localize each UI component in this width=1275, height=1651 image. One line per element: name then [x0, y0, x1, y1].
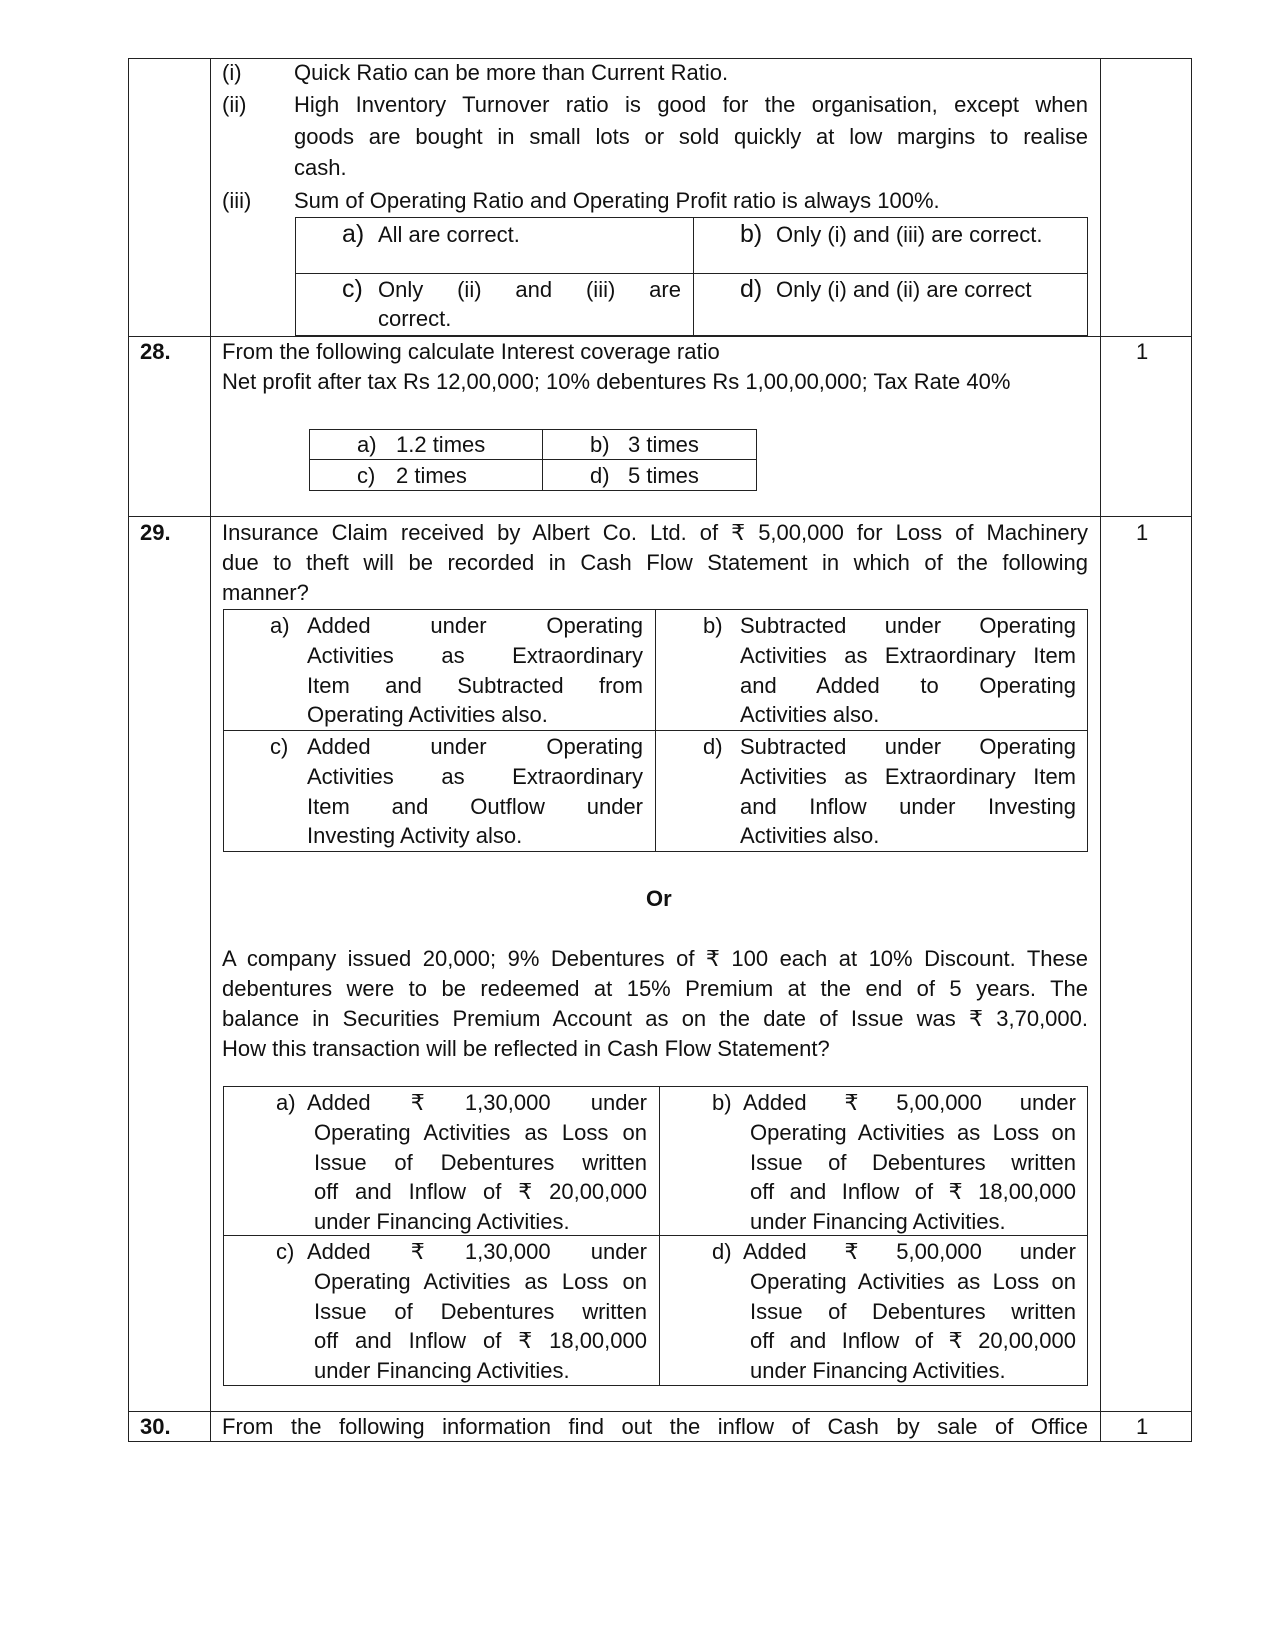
option-grid-right [1087, 609, 1088, 852]
alt-option-d-letter: d) [712, 1239, 732, 1264]
option-c-letter: c) [357, 463, 376, 488]
option-box-center [693, 217, 694, 335]
alt-option-grid-left [223, 1086, 224, 1386]
question-number: 28. [140, 339, 171, 364]
statement-label-i: (i) [222, 60, 242, 85]
question-text-line-2: due to theft will be recorded in Cash Flow Statement in which of the following [222, 550, 1088, 575]
option-c-letter: c) [342, 275, 363, 303]
question-number: 30. [140, 1414, 171, 1439]
option-a-line: Operating Activities also. [307, 702, 548, 727]
alt-question-line-1: A company issued 20,000; 9% Debentures of ₹ 100 each at 10% Discount. These [222, 946, 1088, 971]
option-b-line: Activities as Extraordinary Item [740, 643, 1076, 668]
alt-option-d-line: Operating Activities as Loss on [750, 1269, 1076, 1294]
marks: 1 [1136, 339, 1149, 364]
question-text-line-3: manner? [222, 580, 309, 605]
alt-option-d-line: Issue of Debentures written [750, 1299, 1076, 1324]
alt-option-a-line: Operating Activities as Loss on [314, 1120, 647, 1145]
option-c-line: Activities as Extraordinary [307, 764, 643, 789]
option-box-top [295, 217, 1088, 218]
option-c-word: (ii) [457, 277, 482, 302]
statement-label-iii: (iii) [222, 188, 252, 213]
option-grid-left [309, 429, 310, 491]
option-a-letter: a) [357, 432, 377, 457]
option-b-letter: b) [703, 613, 723, 638]
alt-option-a-line: off and Inflow of ₹ 20,00,000 [314, 1179, 647, 1204]
option-d-text: Only (i) and (ii) are correct [776, 277, 1032, 302]
option-d-text: 5 times [628, 463, 699, 488]
alt-option-b-line: under Financing Activities. [750, 1209, 1006, 1234]
column-divider-number [210, 58, 211, 1442]
option-grid-right [756, 429, 757, 491]
option-d-line: Activities also. [740, 823, 880, 848]
alt-option-c-letter: c) [276, 1239, 295, 1264]
statement-label-ii: (ii) [222, 92, 247, 117]
option-b-line: Activities also. [740, 702, 880, 727]
statement-iii-text: Sum of Operating Ratio and Operating Profit ratio is always 100%. [294, 188, 940, 213]
alt-option-b-line: Issue of Debentures written [750, 1150, 1076, 1175]
alt-option-c-line: Operating Activities as Loss on [314, 1269, 647, 1294]
option-c-line: Added under Operating [307, 734, 643, 759]
option-c-line-2: correct. [378, 306, 452, 331]
alt-question-line-3: balance in Securities Premium Account as on the date of Issue was ₹ 3,70,000. [222, 1006, 1088, 1031]
option-a-letter: a) [270, 613, 290, 638]
alt-option-a-letter: a) [276, 1090, 296, 1115]
option-grid-center [542, 429, 543, 491]
question-text-line-1: Insurance Claim received by Albert Co. Ltd. of ₹ 5,00,000 for Loss of Machinery [222, 520, 1088, 545]
question-text-line-1: From the following information find out the inflow of Cash by sale of Office [222, 1414, 1088, 1439]
alt-option-grid-right [1087, 1086, 1088, 1386]
option-c-line: Investing Activity also. [307, 823, 523, 848]
option-c-word: are [649, 277, 681, 302]
alt-option-grid-center [659, 1086, 660, 1386]
option-c-letter: c) [270, 734, 289, 759]
alt-option-b-letter: b) [712, 1090, 732, 1115]
alt-option-c-line: Added ₹ 1,30,000 under [307, 1239, 647, 1264]
option-b-text: Only (i) and (iii) are correct. [776, 222, 1043, 247]
option-b-line: Subtracted under Operating [740, 613, 1076, 638]
option-a-line: Activities as Extraordinary [307, 643, 643, 668]
or-separator: Or [646, 886, 672, 911]
option-d-line: Subtracted under Operating [740, 734, 1076, 759]
alt-question-line-4: How this transaction will be reflected in Cash Flow Statement? [222, 1036, 830, 1061]
option-a-text: 1.2 times [396, 432, 486, 457]
alt-option-c-line: off and Inflow of ₹ 18,00,000 [314, 1328, 647, 1353]
option-b-line: and Added to Operating [740, 673, 1076, 698]
alt-option-grid-top [223, 1086, 1088, 1087]
alt-question-line-2: debentures were to be redeemed at 15% Premium at the end of 5 years. The [222, 976, 1088, 1001]
option-d-line: Activities as Extraordinary Item [740, 764, 1076, 789]
statement-ii-line-2: goods are bought in small lots or sold quickly at low margins to realise [294, 124, 1088, 149]
option-grid-left [223, 609, 224, 852]
alt-option-c-line: Issue of Debentures written [314, 1299, 647, 1324]
row-divider-29 [128, 516, 1192, 517]
question-number: 29. [140, 520, 171, 545]
alt-option-a-line: Issue of Debentures written [314, 1150, 647, 1175]
statement-ii-line-1: High Inventory Turnover ratio is good for the organisation, except when [294, 92, 1088, 117]
option-d-line: and Inflow under Investing [740, 794, 1076, 819]
alt-option-b-line: Operating Activities as Loss on [750, 1120, 1076, 1145]
table-border-left [128, 58, 129, 1442]
column-divider-marks [1100, 58, 1101, 1442]
question-text-line-1: From the following calculate Interest coverage ratio [222, 339, 720, 364]
statement-ii-line-3: cash. [294, 155, 347, 180]
option-d-letter: d) [590, 463, 610, 488]
option-d-letter: d) [740, 275, 763, 303]
alt-option-d-line: off and Inflow of ₹ 20,00,000 [750, 1328, 1076, 1353]
marks: 1 [1136, 520, 1149, 545]
option-box-bottom [295, 335, 1088, 336]
option-box-right [1087, 217, 1088, 335]
statement-i-text: Quick Ratio can be more than Current Ratio. [294, 60, 729, 85]
alt-option-a-line: Added ₹ 1,30,000 under [307, 1090, 647, 1115]
option-c-word: and [515, 277, 553, 302]
alt-option-c-line: under Financing Activities. [314, 1358, 570, 1383]
marks: 1 [1136, 1414, 1149, 1439]
option-c-text: 2 times [396, 463, 467, 488]
option-box-middle [295, 273, 1088, 274]
option-c-line: Item and Outflow under [307, 794, 643, 819]
alt-option-d-line: under Financing Activities. [750, 1358, 1006, 1383]
alt-option-d-line: Added ₹ 5,00,000 under [743, 1239, 1076, 1264]
option-grid-center [655, 609, 656, 852]
option-c-line-1 [378, 275, 681, 305]
option-a-text: All are correct. [378, 222, 520, 247]
option-box-left [295, 217, 296, 335]
option-b-text: 3 times [628, 432, 699, 457]
alt-option-a-line: under Financing Activities. [314, 1209, 570, 1234]
option-d-letter: d) [703, 734, 723, 759]
alt-option-b-line: Added ₹ 5,00,000 under [743, 1090, 1076, 1115]
option-c-word: Only [378, 277, 424, 302]
question-text-line-2: Net profit after tax Rs 12,00,000; 10% debentures Rs 1,00,00,000; Tax Rate 40% [222, 369, 1011, 394]
option-b-letter: b) [590, 432, 610, 457]
option-c-word: (iii) [585, 277, 616, 302]
option-a-line: Item and Subtracted from [307, 673, 643, 698]
option-a-line: Added under Operating [307, 613, 643, 638]
alt-option-b-line: off and Inflow of ₹ 18,00,000 [750, 1179, 1076, 1204]
table-border-right [1191, 58, 1192, 1442]
option-a-letter: a) [342, 220, 365, 248]
option-b-letter: b) [740, 220, 763, 248]
